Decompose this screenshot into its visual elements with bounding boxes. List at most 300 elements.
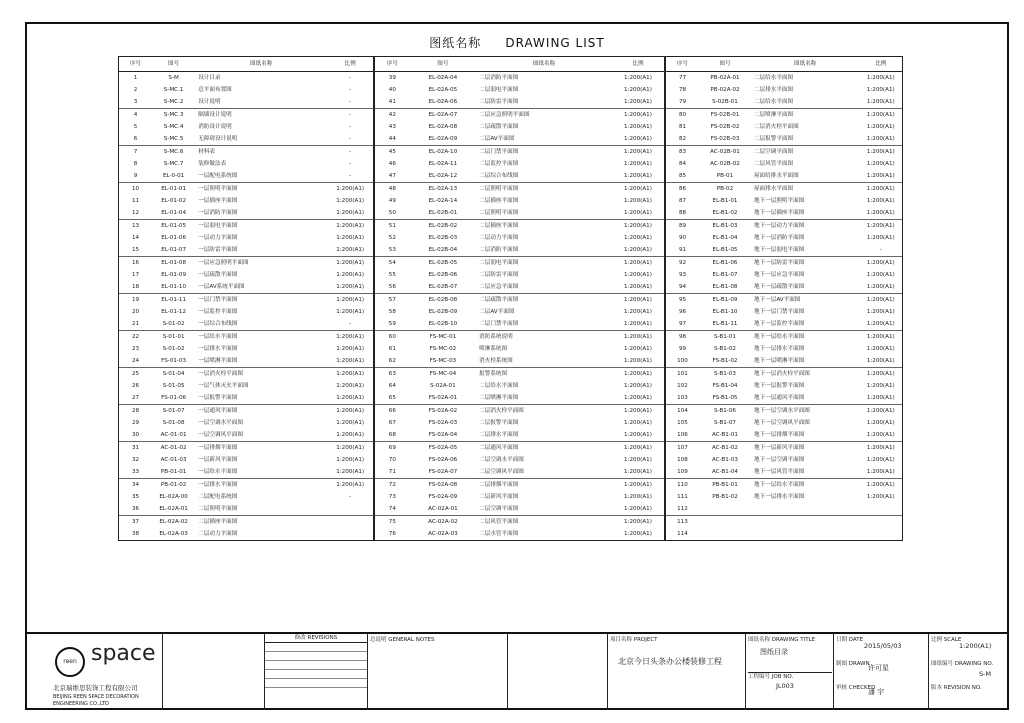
cell-no: 34 (119, 479, 152, 492)
table-row (119, 121, 373, 133)
cell-no: 87 (678, 198, 687, 204)
cell-name: 屋面给排水平面图 (753, 173, 799, 179)
cell-no: 27 (131, 395, 140, 401)
cell-scale: - (349, 124, 352, 130)
table-row (666, 380, 902, 392)
cell-name: 二层新风平面图 (479, 494, 519, 500)
cell-code: EL-01-06 (161, 235, 187, 241)
cell-name: 二层空调平面图 (751, 146, 860, 159)
cell-no: 36 (131, 506, 140, 512)
cell-scale: 1:200(A1) (866, 75, 895, 81)
table-row (119, 72, 373, 85)
table-row (119, 257, 373, 270)
cell-no: 101 (666, 368, 699, 381)
cell-name: 一层新风平面图 (198, 457, 238, 463)
cell-scale: - (327, 146, 373, 159)
cell-scale: 1:200(A1) (612, 220, 664, 233)
cell-name: 地下一层给水平面图 (751, 479, 860, 492)
cell-code: EL-02B-08 (410, 294, 476, 307)
table-row (666, 528, 902, 540)
table-row (375, 207, 664, 220)
cell-scale: 1:200(A1) (336, 395, 365, 401)
cell-scale: 1:200(A1) (612, 479, 664, 492)
cell-name: 一层报警平面图 (198, 395, 238, 401)
cell-scale: 1:200(A1) (624, 247, 652, 253)
cell-name (751, 528, 860, 540)
drawing-no-label: 图纸编号 DRAWING NO. (931, 661, 994, 667)
cell-name: 二层排烟平面图 (476, 479, 612, 492)
cell-code: EL-B1-08 (712, 284, 738, 290)
table-row (119, 516, 373, 529)
cell-no: 46 (388, 161, 396, 167)
cell-name: 二层应急照明平面图 (476, 109, 612, 122)
cell-scale: 1:200(A1) (866, 136, 895, 142)
table-row (119, 454, 373, 466)
cell-code: EL-02A-06 (428, 99, 458, 105)
cell-code: EL-02A-04 (428, 75, 458, 81)
general-notes-cell (368, 634, 508, 710)
cell-code: EL-B1-09 (699, 294, 751, 307)
cell-no: 4 (119, 109, 152, 122)
cell-code: EL-01-05 (152, 220, 195, 233)
cell-scale: 1:200(A1) (327, 183, 373, 196)
cell-code: AC-02A-03 (428, 531, 458, 537)
cell-code: S-MC.2 (163, 99, 184, 105)
cell-name: 地下一层弱电平面图 (753, 247, 805, 253)
cell-code: PB-02A-02 (710, 87, 740, 93)
cell-name: 二层门禁平面图 (479, 321, 519, 327)
cell-code: S-MC.7 (163, 161, 184, 167)
cell-name: 消防设计说明 (198, 124, 232, 130)
project-label: 项目名称 PROJECT (610, 637, 658, 643)
cell-no: 6 (133, 136, 138, 142)
cell-name: 二层门禁平面图 (476, 146, 612, 159)
cell-name: 地下一层门禁平面图 (753, 309, 805, 315)
table-row (375, 503, 664, 516)
table-row (666, 405, 902, 418)
table-row (119, 491, 373, 503)
cell-code: EL-02A-09 (428, 136, 458, 142)
table-row (119, 183, 373, 196)
cell-scale: 1:200(A1) (612, 368, 664, 381)
cell-no: 44 (388, 136, 396, 142)
cell-code: EL-01-10 (161, 284, 187, 290)
cell-no: 19 (119, 294, 152, 307)
cell-no: 24 (131, 358, 140, 364)
cell-no: 28 (119, 405, 152, 418)
cell-no: 25 (119, 368, 152, 381)
cell-code: PB-01-01 (160, 469, 187, 475)
drawing-title: 图纸目录 (760, 648, 788, 656)
table-row (119, 220, 373, 233)
cell-code: EL-02B-02 (410, 220, 476, 233)
cell-code: EL-01-01 (152, 183, 195, 196)
cell-no: 50 (388, 210, 396, 216)
cell-scale: 1:200(A1) (866, 87, 895, 93)
cell-no: 3 (133, 99, 138, 105)
date-label: 日期 DATE (836, 637, 864, 643)
cell-scale: 1:200(A1) (612, 109, 664, 122)
cell-name: 二层排水平面图 (753, 87, 794, 93)
cell-no: 94 (678, 284, 687, 290)
table-row (375, 306, 664, 318)
column-header-name: 图纸名称 (751, 57, 860, 72)
cell-code: FS-MC-01 (410, 331, 476, 344)
cell-code: EL-B1-04 (712, 235, 738, 241)
cell-scale: 1:200(A1) (860, 294, 903, 307)
cell-name: 一层空调风平面图 (198, 432, 243, 438)
table-row (119, 355, 373, 368)
cell-name: 二层综合布线图 (479, 173, 519, 179)
cell-name (751, 503, 860, 516)
general-notes-label: 总说明 GENERAL NOTES (370, 637, 435, 643)
cell-name: 一层门禁平面图 (195, 294, 327, 307)
cell-scale (327, 528, 373, 540)
cell-no: 14 (131, 235, 140, 241)
cell-name: 地下一层排水平面图 (753, 346, 805, 352)
cell-code: PB-01-02 (152, 479, 195, 492)
cell-code: S-01-01 (152, 331, 195, 344)
cell-code: EL-02B-06 (428, 272, 458, 278)
cell-no: 1 (133, 75, 138, 81)
cell-name: 一层插座平面图 (198, 198, 238, 204)
cell-no: 95 (666, 294, 699, 307)
cell-no: 31 (119, 442, 152, 455)
table-row (666, 355, 902, 368)
cell-scale (860, 503, 903, 516)
cell-name: 二层消火栓平面图 (476, 405, 612, 418)
table-row (666, 281, 902, 294)
cell-name: 消火栓系统图 (479, 358, 513, 364)
cell-scale: 1:200(A1) (624, 321, 652, 327)
drawn-value: 许可星 (868, 664, 889, 672)
table-row (375, 528, 664, 540)
table-row (119, 503, 373, 516)
cell-name: 地下一层排烟平面图 (753, 432, 805, 438)
cell-scale: 1:200(A1) (860, 331, 903, 344)
table-row (375, 466, 664, 479)
table-row (375, 232, 664, 244)
drawing-list-table (666, 57, 902, 540)
cell-scale: 1:200(A1) (336, 383, 365, 389)
scale-label: 比例 SCALE (931, 637, 962, 643)
cell-scale (860, 528, 903, 540)
cell-scale: 1:200(A1) (866, 161, 895, 167)
cell-code: EL-02A-14 (428, 198, 458, 204)
cell-code: EL-B1-02 (712, 210, 738, 216)
drawing-no-value: S-M (979, 670, 992, 678)
cell-no: 35 (131, 494, 140, 500)
cell-name: 二层风管平面图 (476, 516, 612, 529)
cell-scale: 1:200(A1) (860, 368, 903, 381)
cell-code: S-M (168, 75, 179, 81)
cell-name: 一层监控平面图 (198, 309, 238, 315)
company-info-cell (163, 634, 265, 710)
table-row (119, 133, 373, 146)
cell-no: 97 (678, 321, 687, 327)
cell-name: 地下一层AV平面图 (751, 294, 860, 307)
date-drawn-cell (834, 634, 929, 710)
cell-code: FS-MC-03 (429, 358, 457, 364)
cell-no: 81 (678, 124, 687, 130)
table-row (119, 207, 373, 220)
cell-code: EL-01-07 (161, 247, 187, 253)
cell-name: 地下一层消防平面图 (753, 235, 805, 241)
company-logo-mark: reen (55, 647, 85, 677)
cell-no: 86 (666, 183, 699, 196)
cell-no: 43 (388, 124, 396, 130)
cell-code: FS-02B-02 (710, 124, 740, 130)
cell-code: EL-B1-01 (712, 198, 738, 204)
cell-no: 99 (678, 346, 687, 352)
title-cn: 图纸名称 (429, 36, 482, 50)
cell-code: EL-02A-12 (428, 173, 458, 179)
table-row (119, 343, 373, 355)
table-row (375, 479, 664, 492)
cell-code: FS-01-06 (161, 395, 187, 401)
cell-code (699, 528, 751, 540)
cell-name: 二层防雷平面图 (479, 272, 519, 278)
cell-name: 屋面排水平面图 (751, 183, 860, 196)
cell-scale: - (349, 99, 352, 105)
revision-no-label: 版本 REVISION NO. (931, 685, 982, 691)
cell-name: 二层消火栓平面图 (753, 124, 799, 130)
cell-no: 110 (666, 479, 699, 492)
cell-scale: 1:200(A1) (624, 161, 652, 167)
cell-no: 18 (131, 284, 140, 290)
cell-code: S-MC.6 (152, 146, 195, 159)
cell-no: 100 (677, 358, 688, 364)
cell-scale: 1:200(A1) (336, 469, 365, 475)
table-row (666, 72, 902, 85)
column-header-no: 序号 (375, 57, 410, 72)
drawing-list-table (119, 57, 373, 540)
table-header-row (375, 57, 664, 72)
cell-scale: 1:200(A1) (327, 257, 373, 270)
cell-name: 一层应急照明平面图 (195, 257, 327, 270)
cell-scale: 1:200(A1) (866, 346, 895, 352)
cell-scale: 1:200(A1) (860, 257, 903, 270)
cell-scale: 1:200(A1) (612, 405, 664, 418)
cell-no: 48 (375, 183, 410, 196)
table-row (119, 244, 373, 257)
cell-code: S-B1-03 (699, 368, 751, 381)
job-number: JL003 (776, 682, 794, 690)
cell-scale (327, 503, 373, 516)
table-row (119, 232, 373, 244)
cell-code: S-01-04 (152, 368, 195, 381)
cell-code: S-01-02 (162, 346, 185, 352)
column-header-no: 序号 (666, 57, 699, 72)
cell-name: 二层弱电平面图 (479, 87, 519, 93)
cell-no: 65 (388, 395, 396, 401)
table-row (119, 84, 373, 96)
cell-code: EL-01-09 (161, 272, 187, 278)
cell-scale: 1:200(A1) (336, 346, 365, 352)
cell-code: FS-B1-05 (712, 395, 738, 401)
cell-scale: 1:200(A1) (866, 309, 895, 315)
drawing-list-column-2 (374, 56, 665, 541)
job-label: 工程编号 JOB NO. (748, 672, 832, 681)
cell-no: 74 (388, 506, 396, 512)
cell-scale: 1:200(A1) (336, 210, 365, 216)
table-row (375, 220, 664, 233)
cell-no: 76 (388, 531, 396, 537)
cell-name: 二层排水平面图 (479, 432, 519, 438)
cell-code: EL-02A-11 (428, 161, 458, 167)
cell-no: 22 (119, 331, 152, 344)
cell-scale: 1:200(A1) (612, 294, 664, 307)
drawing-list-column-3 (665, 56, 903, 541)
cell-name: 材料表 (195, 146, 327, 159)
cell-no: 30 (131, 432, 140, 438)
table-row (375, 244, 664, 257)
cell-name: 地下一层给水平面图 (751, 331, 860, 344)
cell-code: EL-02A-08 (428, 124, 458, 130)
cell-no: 57 (375, 294, 410, 307)
cell-scale: 1:200(A1) (612, 516, 664, 529)
cell-scale: 1:200(A1) (866, 395, 895, 401)
cell-no: 54 (375, 257, 410, 270)
cell-code: EL-B1-11 (712, 321, 738, 327)
cell-scale: 1:200(A1) (612, 442, 664, 455)
table-row (119, 380, 373, 392)
table-row (666, 121, 902, 133)
cell-scale: - (349, 161, 352, 167)
date-value: 2015/05/03 (864, 642, 902, 650)
cell-no: 106 (677, 432, 688, 438)
cell-code: EL-02B-04 (428, 247, 458, 253)
cell-name: 二层AV平面图 (479, 136, 515, 142)
cell-code: EL-02A-10 (410, 146, 476, 159)
column-header-code: 图号 (699, 57, 751, 72)
table-row (375, 72, 664, 85)
cell-no: 2 (133, 87, 138, 93)
title-block (25, 632, 1009, 710)
cell-name: 地下一层新风平面图 (751, 442, 860, 455)
cell-no: 71 (388, 469, 396, 475)
cell-name: 一层照明平面图 (195, 183, 327, 196)
cell-name: 一层排水平面图 (195, 479, 327, 492)
cell-name: 二层空调水平面图 (479, 457, 524, 463)
cell-no: 17 (131, 272, 140, 278)
cell-scale: 1:200(A1) (612, 257, 664, 270)
cell-name: 一层排水平面图 (198, 346, 238, 352)
cell-scale: - (349, 136, 352, 142)
table-row (666, 207, 902, 220)
cell-code: S-01-05 (162, 383, 185, 389)
revisions-label: 修改 REVISIONS (265, 634, 367, 643)
cell-no: 23 (131, 346, 140, 352)
cell-name: 地下一层防雷平面图 (751, 257, 860, 270)
table-row (375, 281, 664, 294)
cell-no: 51 (375, 220, 410, 233)
cell-no: 33 (131, 469, 140, 475)
cell-code: AC-02B-02 (710, 161, 740, 167)
cell-scale: 1:200(A1) (624, 494, 652, 500)
cell-scale: 1:200(A1) (866, 358, 895, 364)
cell-code: AC-01-03 (160, 457, 187, 463)
cell-no: 75 (375, 516, 410, 529)
cell-no: 63 (375, 368, 410, 381)
table-row (666, 220, 902, 233)
table-row (666, 466, 902, 479)
cell-no: 90 (678, 235, 687, 241)
cell-name: 一层消火栓平面图 (195, 368, 327, 381)
table-row (119, 281, 373, 294)
cell-scale: 1:200(A1) (624, 235, 652, 241)
cell-scale (327, 516, 373, 529)
cell-scale: 1:200(A1) (624, 469, 652, 475)
cell-code: S-B1-02 (714, 346, 736, 352)
column-header-scale: 比例 (327, 57, 373, 72)
cell-scale: 1:200(A1) (327, 479, 373, 492)
cell-code: PB-B1-02 (712, 494, 738, 500)
cell-code: EL-02B-05 (410, 257, 476, 270)
cell-no: 42 (375, 109, 410, 122)
column-header-name: 图纸名称 (476, 57, 612, 72)
cell-scale: 1:200(A1) (866, 469, 895, 475)
cell-name: 地下一层疏散平面图 (753, 284, 805, 290)
cell-name: 一层综合布线图 (198, 321, 238, 327)
table-row (119, 294, 373, 307)
cell-no: 10 (119, 183, 152, 196)
cell-scale: 1:200(A1) (866, 198, 895, 204)
cell-no: 7 (119, 146, 152, 159)
checked-value: 潘 宇 (868, 688, 885, 696)
cell-code: FS-02A-07 (428, 469, 458, 475)
table-row (375, 417, 664, 429)
logo-cell (25, 634, 163, 710)
cell-code: FS-02A-04 (428, 432, 458, 438)
cell-code: AC-B1-04 (711, 469, 738, 475)
cell-code: FS-MC-02 (429, 346, 457, 352)
cell-scale: 1:200(A1) (336, 432, 365, 438)
cell-no: 9 (133, 173, 138, 179)
cell-code: EL-02A-01 (159, 506, 188, 512)
cell-scale: 1:200(A1) (624, 272, 652, 278)
cell-name: 装修做法表 (198, 161, 227, 167)
cell-no: 64 (388, 383, 396, 389)
cell-name (751, 516, 860, 529)
cell-code: EL-B1-07 (712, 272, 738, 278)
cell-name: 一层消防平面图 (198, 210, 238, 216)
table-row (375, 491, 664, 503)
cell-scale: - (349, 173, 352, 179)
cell-no: 55 (388, 272, 396, 278)
column-header-no: 序号 (119, 57, 152, 72)
cell-name: 一层动力平面图 (198, 235, 238, 241)
table-row (375, 96, 664, 109)
table-row (375, 454, 664, 466)
cell-scale: 1:200(A1) (860, 109, 903, 122)
cell-code: PB-02A-01 (710, 75, 740, 81)
cell-code: S-MC.4 (163, 124, 184, 130)
cell-code: FS-02A-08 (410, 479, 476, 492)
cell-name: 地下一层排水平面图 (753, 494, 805, 500)
table-row (375, 405, 664, 418)
table-row (119, 318, 373, 331)
cell-name: 地下一层监控平面图 (753, 321, 805, 327)
cell-no: 89 (666, 220, 699, 233)
table-row (375, 368, 664, 381)
table-row (119, 368, 373, 381)
cell-scale: 1:200(A1) (624, 75, 652, 81)
cell-no: 32 (131, 457, 140, 463)
cell-name: 二层报警平面图 (753, 136, 794, 142)
cell-no: 40 (388, 87, 396, 93)
cell-scale: 1:200(A1) (336, 198, 365, 204)
